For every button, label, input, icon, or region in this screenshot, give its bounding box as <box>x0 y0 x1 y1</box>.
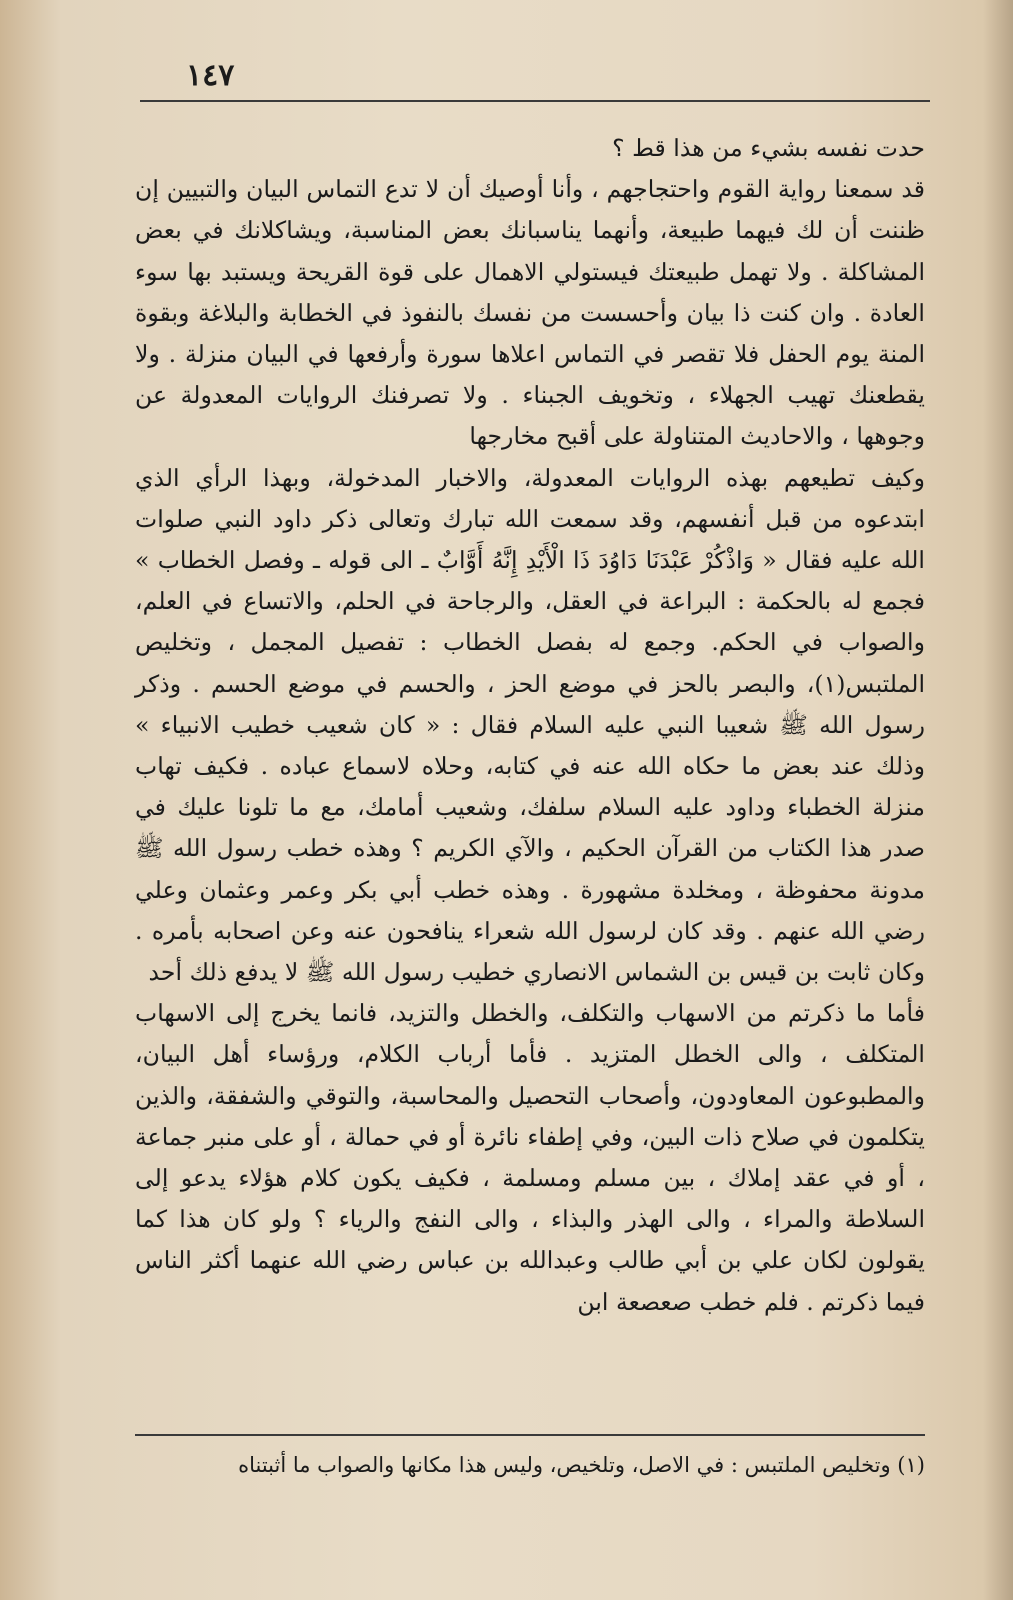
footnote-rule <box>135 1434 925 1436</box>
paragraph: حدت نفسه بشيء من هذا قط ؟ <box>612 134 925 162</box>
main-text <box>135 128 925 1323</box>
page-number: ١٤٧ <box>186 58 235 93</box>
paragraph: وكيف تطيعهم بهذه الروايات المعدولة، والاخبار المدخولة، وبهذا الرأي الذي ابتدعوه من قبل أنفسهم، وقد سمعت الله تبارك وتعالى ذكر داود النبي صلوات الله عليه فقال « وَاذْكُرْ عَبْدَنَا دَاوُدَ ذَا الْأَيْدِ إِنَّهُ أَوَّابٌ ـ الى قوله ـ وفصل الخطاب » فجمع له بالحكمة : البراعة في العقل، والرجاحة في الحلم، والاتساع في العلم، والصواب في الحكم. وجمع له بفصل الخطاب : تفصيل المجمل ، وتخليص الملتبس(١)، والبصر بالحز في موضع الحز ، والحسم في موضع الحسم . وذكر رسول الله ﷺ شعيبا النبي عليه السلام فقال : « كان شعيب خطيب الانبياء » وذلك عند بعض ما حكاه الله عنه في كتابه، وحلاه لاسماع عباده . فكيف تهاب منزلة الخطباء وداود عليه السلام سلفك، وشعيب أمامك، مع ما تلونا عليك في صدر هذا الكتاب من القرآن الحكيم ، والآي الكريم ؟ وهذه خطب رسول الله ﷺ مدونة محفوظة ، ومخلدة مشهورة . وهذه خطب أبي بكر وعمر وعثمان وعلي رضي الله عنهم . وقد كان لرسول الله شعراء ينافحون عنه وعن اصحابه بأمره . وكان ثابت بن قيس بن الشماس الانصاري خطيب رسول الله ﷺ لا يدفع ذلك أحد <box>135 463 925 987</box>
page-spine-shadow <box>983 0 1013 1600</box>
paragraph: قد سمعنا رواية القوم واحتجاجهم ، وأنا أوصيك أن لا تدع التماس البيان والتبيين إن ظننت أن لك فيهما طبيعة، وأنهما يناسبانك بعض المناسبة، ويشاكلانك في بعض المشاكلة . ولا تهمل طبيعتك فيستولي الاهمال على قوة القريحة ويستبد بها سوء العادة . وان كنت ذا بيان وأحسست من نفسك بالنفوذ في الخطابة والبلاغة وبقوة المنة يوم الحفل فلا تقصر في التماس اعلاها سورة وأرفعها في البيان منزلة . ولا يقطعنك تهيب الجهلاء ، وتخويف الجبناء . ولا تصرفنك الروايات المعدولة عن وجوهها ، والاحاديث المتناولة على أقبح مخارجها <box>135 175 925 451</box>
header-rule <box>140 100 930 102</box>
paragraph: فأما ما ذكرتم من الاسهاب والتكلف، والخطل والتزيد، فانما يخرج إلى الاسهاب المتكلف ، والى الخطل المتزيد . فأما أرباب الكلام، ورؤساء أهل البيان، والمطبوعون المعاودون، وأصحاب التحصيل والمحاسبة، والتوقي والشفقة، والذين يتكلمون في صلاح ذات البين، وفي إطفاء نائرة أو في حمالة ، أو على منبر جماعة ، أو في عقد إملاك ، بين مسلم ومسلمة ، فكيف يكون كلام هؤلاء يدعو إلى السلاطة والمراء ، والى الهذر والبذاء ، والى النفج والرياء ؟ ولو كان هذا كما يقولون لكان علي بن أبي طالب وعبدالله بن عباس رضي الله عنهما أكثر الناس فيما ذكرتم . فلم خطب صعصعة ابن <box>135 999 925 1316</box>
footnote: (١) وتخليص الملتبس : في الاصل، وتلخيص، وليس هذا مكانها والصواب ما أثبتناه <box>238 1453 925 1477</box>
